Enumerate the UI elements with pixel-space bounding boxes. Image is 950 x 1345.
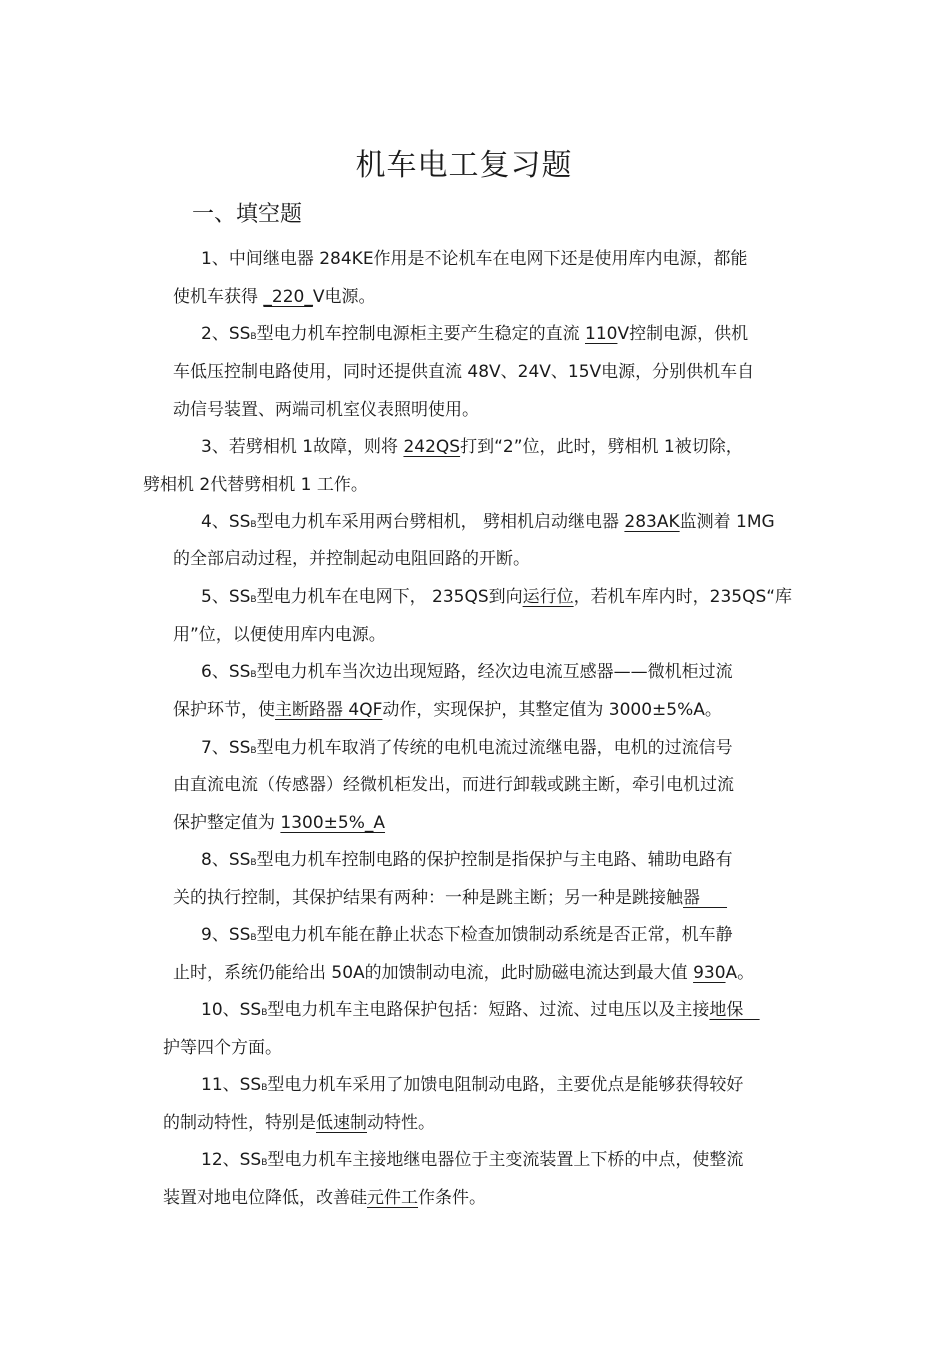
q12-line-2: 装置对地电位降低，改善硅元件工作条件。 <box>163 1188 486 1208</box>
q4-line-1: 4、SSB型电力机车采用两台劈相机， 劈相机启动继电器 283AK监测着 1MG <box>201 512 775 532</box>
q8-line-2: 关的执行控制，其保护结果有两种：一种是跳主断；另一种是跳接触器 <box>173 888 728 908</box>
q8-answer: 器 <box>683 888 728 908</box>
q11-line-1: 11、SSB型电力机车采用了加馈电阻制动电路，主要优点是能够获得较好 <box>201 1075 744 1095</box>
q3-line-1: 3、若劈相机 1故障，则将 242QS打到“2”位，此时，劈相机 1被切除， <box>201 437 743 457</box>
q7-line-2: 由直流电流（传感器）经微机柜发出，而进行卸载或跳主断，牵引电机过流 <box>173 775 734 795</box>
q5-line-2: 用”位，以便使用库内电源。 <box>173 625 386 645</box>
q7-line-3: 保护整定值为 1300±5%_A <box>173 813 386 833</box>
q9-line-1: 9、SSB型电力机车能在静止状态下检查加馈制动系统是否正常，机车静 <box>201 925 733 945</box>
q2-answer: 110 <box>585 324 618 344</box>
q6-line-1: 6、SSB型电力机车当次边出现短路，经次边电流互感器——微机柜过流 <box>201 662 733 682</box>
q1-line-1: 1、中间继电器 284KE作用是不论机车在电网下还是使用库内电源，都能 <box>201 249 748 269</box>
q10-line-1: 10、SSB型电力机车主电路保护包括：短路、过流、过电压以及主接地保 <box>201 1000 760 1020</box>
q1-answer: _220_ <box>263 287 313 307</box>
q12-answer: 元件工 <box>367 1188 418 1208</box>
q7-line-1: 7、SSB型电力机车取消了传统的电机电流过流继电器，电机的过流信号 <box>201 738 733 758</box>
q8-line-1: 8、SSB型电力机车控制电路的保护控制是指保护与主电路、辅助电路有 <box>201 850 733 870</box>
q4-line-2: 的全部启动过程，并控制起动电阻回路的开断。 <box>173 549 530 569</box>
q9-line-2: 止时，系统仍能给出 50A的加馈制动电流，此时励磁电流达到最大值 930A。 <box>173 963 755 983</box>
q10-answer: 地保 <box>709 1000 760 1020</box>
q5-line-1: 5、SSB型电力机车在电网下， 235QS到向运行位，若机车库内时，235QS“库 <box>201 587 793 607</box>
q2-line-3: 动信号装置、两端司机室仪表照明使用。 <box>173 400 479 420</box>
section-heading: 一、填空题 <box>192 202 303 227</box>
q12-line-1: 12、SSB型电力机车主接地继电器位于主变流装置上下桥的中点，使整流 <box>201 1150 744 1170</box>
page-title: 机车电工复习题 <box>355 148 573 183</box>
q2-line-2: 车低压控制电路使用，同时还提供直流 48V、24V、15V电源，分别供机车自 <box>173 362 755 382</box>
q10-line-2: 护等四个方面。 <box>163 1038 282 1058</box>
q9-answer: 930 <box>693 963 726 983</box>
q1-line-2: 使机车获得 _220_V电源。 <box>173 287 376 307</box>
q11-answer: 低速制 <box>316 1113 367 1133</box>
q5-answer: 运行位 <box>522 587 574 607</box>
q6-line-2: 保护环节，使主断路器 4QF动作，实现保护，其整定值为 3000±5%A。 <box>173 700 722 720</box>
q4-answer: 283AK <box>624 512 680 532</box>
q3-answer: 242QS <box>403 437 461 457</box>
q3-line-2: 劈相机 2代替劈相机 1 工作。 <box>143 475 368 495</box>
q6-answer: 主断路器 4QF <box>275 700 383 720</box>
q2-line-1: 2、SSB型电力机车控制电源柜主要产生稳定的直流 110V控制电源，供机 <box>201 324 749 344</box>
q11-line-2: 的制动特性，特别是低速制动特性。 <box>163 1113 435 1133</box>
q7-answer: 1300±5%_A <box>280 813 386 833</box>
